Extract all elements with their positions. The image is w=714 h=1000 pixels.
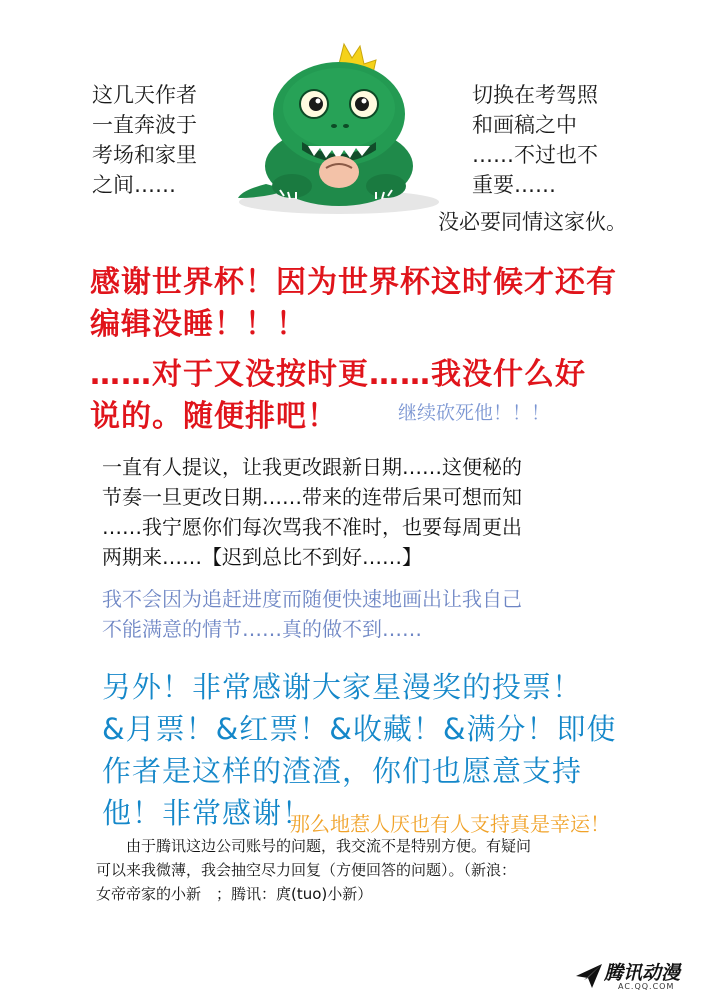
dinosaur-mascot-illustration <box>236 38 442 216</box>
lucky-aside-text: 那么地惹人厌也有人支持真是幸运！ <box>290 812 610 836</box>
paper-plane-icon <box>574 960 604 990</box>
intro-left-line: 考场和家里 <box>92 143 197 167</box>
intro-right-line: 切换在考驾照 <box>472 83 598 107</box>
paragraph-line: 我不会因为追赶进度而随便快速地画出让我自己 <box>102 587 522 611</box>
cyan-line: 他！非常感谢！ <box>102 796 313 830</box>
schedule-paragraph <box>102 452 522 572</box>
red-line: 说的。随便排吧！ <box>90 399 338 434</box>
tencent-comic-logo <box>574 958 704 994</box>
paragraph-line: 节奏一旦更改日期……带来的连带后果可想而知 <box>102 485 522 509</box>
red-line: ……对于又没按时更……我没什么好 <box>90 357 586 392</box>
intro-right-line: ……不过也不 <box>472 143 598 167</box>
note-line: 女帝帝家的小新 ；腾讯：庹(tuo)小新） <box>96 885 373 903</box>
paragraph-line: 不能满意的情节……真的做不到…… <box>102 617 422 641</box>
intro-left-line: 这几天作者 <box>92 83 197 107</box>
red-line: 编辑没睡！！！ <box>90 307 307 342</box>
paragraph-line: ……我宁愿你们每次骂我不准时，也要每周更出 <box>102 515 522 539</box>
paragraph-line: 一直有人提议，让我更改跟新日期……这便秘的 <box>102 455 522 479</box>
intro-right-text <box>472 80 598 200</box>
intro-right-line: 重要…… <box>472 173 556 197</box>
cyan-line: &月票！&红票！&收藏！&满分！即使 <box>102 712 617 746</box>
red-line: 感谢世界杯！因为世界杯这时候才还有 <box>90 265 617 300</box>
intro-left-line: 之间…… <box>92 173 176 197</box>
cyan-line: 另外！非常感谢大家星漫奖的投票！ <box>102 670 583 704</box>
note-line: 由于腾讯这边公司账号的问题，我交流不是特别方便。有疑问 <box>96 837 532 855</box>
paragraph-line: 两期来……【迟到总比不到好……】 <box>102 545 422 569</box>
intro-left-line: 一直奔波于 <box>92 113 197 137</box>
intro-left-text <box>92 80 197 200</box>
apology-text <box>90 354 586 438</box>
intro-aside-text: 没必要同情这家伙。 <box>438 210 627 234</box>
intro-right-line: 和画稿之中 <box>472 113 577 137</box>
thanks-world-cup-text <box>90 262 617 346</box>
editor-aside-text: 继续砍死他！！！ <box>398 402 551 424</box>
logo-name: 腾讯动漫 <box>604 962 681 984</box>
contact-note <box>96 834 531 906</box>
note-line: 可以来我微薄，我会抽空尽力回复（方便回答的问题）。（新浪： <box>96 861 517 879</box>
logo-domain: AC.QQ.COM <box>618 982 675 991</box>
cyan-line: 作者是这样的渣渣，你们也愿意支持 <box>102 754 583 788</box>
quality-paragraph <box>102 584 522 644</box>
